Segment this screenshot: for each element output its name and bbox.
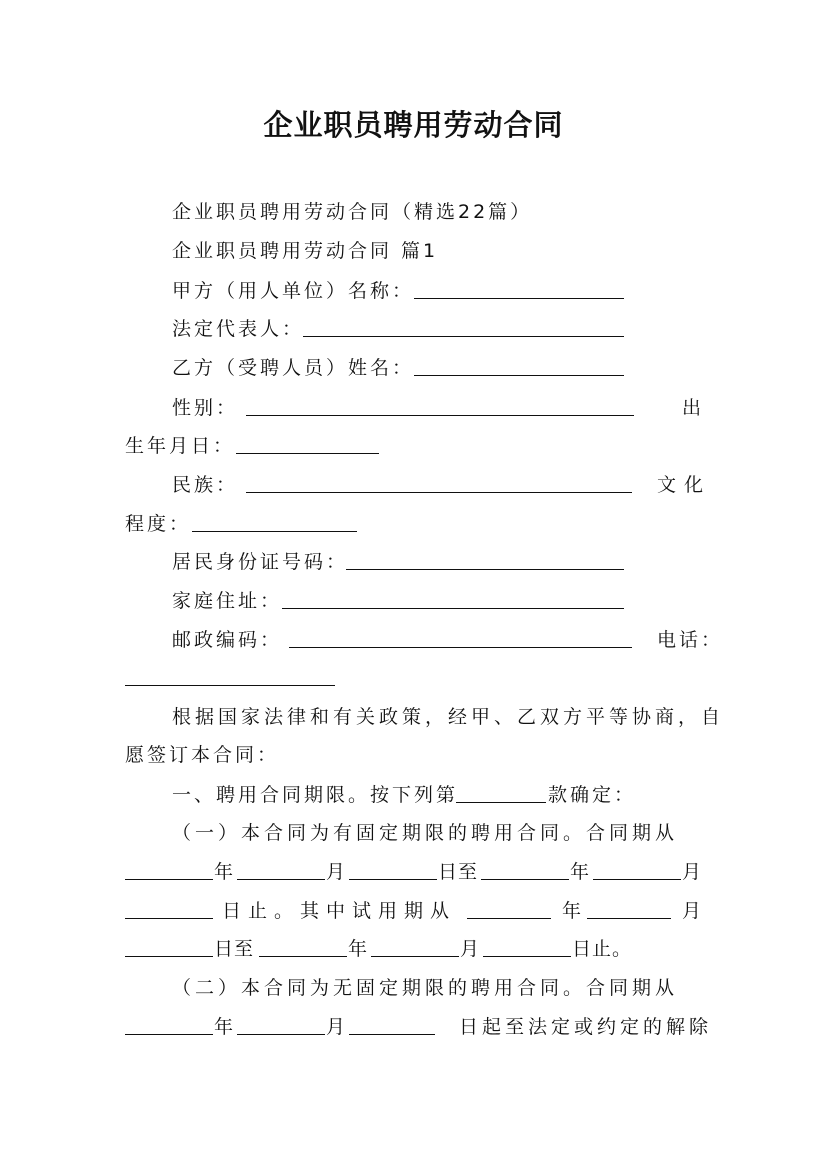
year-label: 年 [348,938,371,960]
date-blank[interactable] [125,1015,213,1035]
date-blank[interactable] [587,899,671,919]
phone-label: 电话： [657,629,724,651]
date-blank[interactable] [259,937,347,957]
party-a-line [172,279,414,303]
gender-blank[interactable] [246,396,634,416]
month-label: 月 [326,1016,349,1038]
day-stop-label: 日止。 [572,938,633,960]
month-label: 月 [682,861,705,883]
party-b-blank[interactable] [414,356,624,376]
year-label: 年 [570,861,593,883]
probation-label: 日止。其中试用期从 [222,900,457,922]
postcode-label: 邮政编码： [172,629,283,651]
date-blank[interactable] [483,937,571,957]
date-blank[interactable] [237,1015,325,1035]
date-blank[interactable] [237,860,325,880]
postcode-blank[interactable] [289,628,632,648]
subtitle: 企业职员聘用劳动合同（精选22篇） [172,201,533,223]
clause-1-label: 一、聘用合同期限。按下列第 [172,784,459,806]
date-blank[interactable] [371,937,459,957]
month-label: 月 [460,938,483,960]
address-blank[interactable] [282,589,624,609]
day-to-label: 日至 [438,861,479,883]
section-heading: 企业职员聘用劳动合同 篇1 [172,240,439,262]
date-blank[interactable] [125,937,213,957]
legal-rep-label: 法定代表人： [172,318,305,340]
address-label: 家庭住址： [172,590,283,612]
date-blank[interactable] [467,899,551,919]
phone-blank[interactable] [125,666,335,686]
ethnic-blank[interactable] [246,473,632,493]
fixed-term-line-1: （一）本合同为有固定期限的聘用合同。合同期从 [172,822,679,844]
open-term-line-1: （二）本合同为无固定期限的聘用合同。合同期从 [172,977,679,999]
id-number-label: 居民身份证号码： [172,551,349,573]
party-a-label: 甲方（用人单位）名称： [172,280,415,302]
day-to-label: 日至 [214,938,255,960]
year-label: 年 [214,1016,237,1038]
education-label-start: 文化 [657,474,712,496]
education-label: 程度： [125,513,192,535]
year-label: 年 [214,861,237,883]
year-label: 年 [562,900,585,922]
document-title: 企业职员聘用劳动合同 [263,108,564,142]
party-b-label: 乙方（受聘人员）姓名： [172,357,415,379]
date-blank[interactable] [481,860,569,880]
ethnic-label: 民族： [172,474,239,496]
id-number-blank[interactable] [346,550,624,570]
date-blank[interactable] [125,899,213,919]
education-blank[interactable] [192,512,357,532]
party-a-blank[interactable] [414,279,624,299]
date-blank[interactable] [593,860,681,880]
month-label: 月 [326,861,349,883]
legal-rep-blank[interactable] [303,317,624,337]
birth-blank[interactable] [236,434,379,454]
clause-1-suffix: 款确定： [548,784,637,806]
open-term-line-2: 日起至法定或约定的解除 [459,1016,713,1038]
gender-label: 性别： [172,397,239,419]
month-label: 月 [682,900,705,922]
date-blank[interactable] [349,1015,435,1035]
intro-line-2: 愿签订本合同： [125,744,280,766]
clause-choice-blank[interactable] [456,783,546,803]
date-blank[interactable] [349,860,437,880]
intro-line-1: 根据国家法律和有关政策，经甲、乙双方平等协商，自 [172,706,725,728]
birth-label-start: 出 [682,397,705,419]
birth-label: 生年月日： [125,435,236,457]
date-blank[interactable] [125,860,213,880]
